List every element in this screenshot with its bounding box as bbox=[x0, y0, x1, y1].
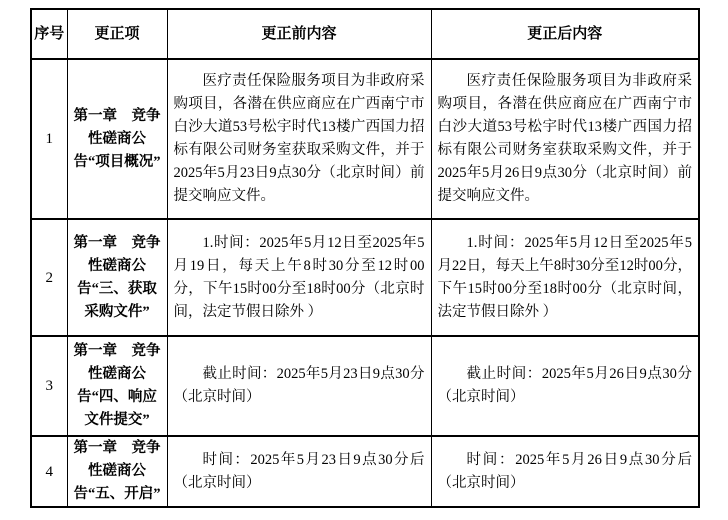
table-header-row bbox=[31, 9, 699, 59]
correction-table bbox=[30, 8, 700, 508]
table-row bbox=[31, 59, 699, 219]
table-row bbox=[31, 436, 699, 507]
table-row bbox=[31, 219, 699, 336]
before-content-text: 时间：2025年5月23日9点30分后（北京时间） bbox=[173, 451, 425, 491]
before-content-cell bbox=[167, 59, 431, 219]
after-content-text: 1.时间：2025年5月12日至2025年5月22日，每天上午8时30分至12时00分，下午15时00分至18时00分（北京时间，法定节假日除外 ） bbox=[437, 234, 692, 320]
after-content-cell bbox=[431, 59, 699, 219]
before-content-cell bbox=[167, 336, 431, 436]
correction-item-cell: 第一章 竞争性磋商公告“五、开启” bbox=[67, 436, 167, 507]
after-content-text: 时间：2025年5月26日9点30分后（北京时间） bbox=[437, 451, 692, 491]
before-content-text: 截止时间：2025年5月23日9点30分（北京时间） bbox=[173, 366, 425, 405]
after-content-cell bbox=[431, 436, 699, 507]
table-row bbox=[31, 336, 699, 436]
seq-cell: 4 bbox=[31, 436, 67, 507]
after-content-text: 医疗责任保险服务项目为非政府采购项目，各潜在供应商应在广西南宁市白沙大道53号松宇时代13楼广西国力招标有限公司财务室获取采购文件，并于2025年5月26日9点30分（北京时间）前提交响应文件。 bbox=[437, 73, 692, 204]
header-cell-correction-item: 更正项 bbox=[67, 9, 167, 59]
correction-item-cell: 第一章 竞争性磋商公告“三、获取采购文件” bbox=[67, 219, 167, 336]
correction-item-cell: 第一章 竞争性磋商公告“项目概况” bbox=[67, 59, 167, 219]
seq-cell: 2 bbox=[31, 219, 67, 336]
before-content-cell bbox=[167, 436, 431, 507]
before-content-text: 1.时间：2025年5月12日至2025年5月19日，每天上午8时30分至12时00分，下午15时00分至18时00分（北京时间，法定节假日除外 ） bbox=[173, 234, 425, 320]
before-content-text: 医疗责任保险服务项目为非政府采购项目，各潜在供应商应在广西南宁市白沙大道53号松宇时代13楼广西国力招标有限公司财务室获取采购文件，并于2025年5月23日9点30分（北京时间）前提交响应文件。 bbox=[173, 73, 425, 204]
correction-item-cell: 第一章 竞争性磋商公告“四、响应文件提交” bbox=[67, 336, 167, 436]
before-content-cell bbox=[167, 219, 431, 336]
header-cell-after-content: 更正后内容 bbox=[431, 9, 699, 59]
after-content-cell bbox=[431, 219, 699, 336]
seq-cell: 1 bbox=[31, 59, 67, 219]
after-content-cell bbox=[431, 336, 699, 436]
header-cell-seq: 序号 bbox=[31, 9, 67, 59]
header-cell-before-content: 更正前内容 bbox=[167, 9, 431, 59]
seq-cell: 3 bbox=[31, 336, 67, 436]
after-content-text: 截止时间：2025年5月26日9点30分（北京时间） bbox=[437, 366, 692, 405]
